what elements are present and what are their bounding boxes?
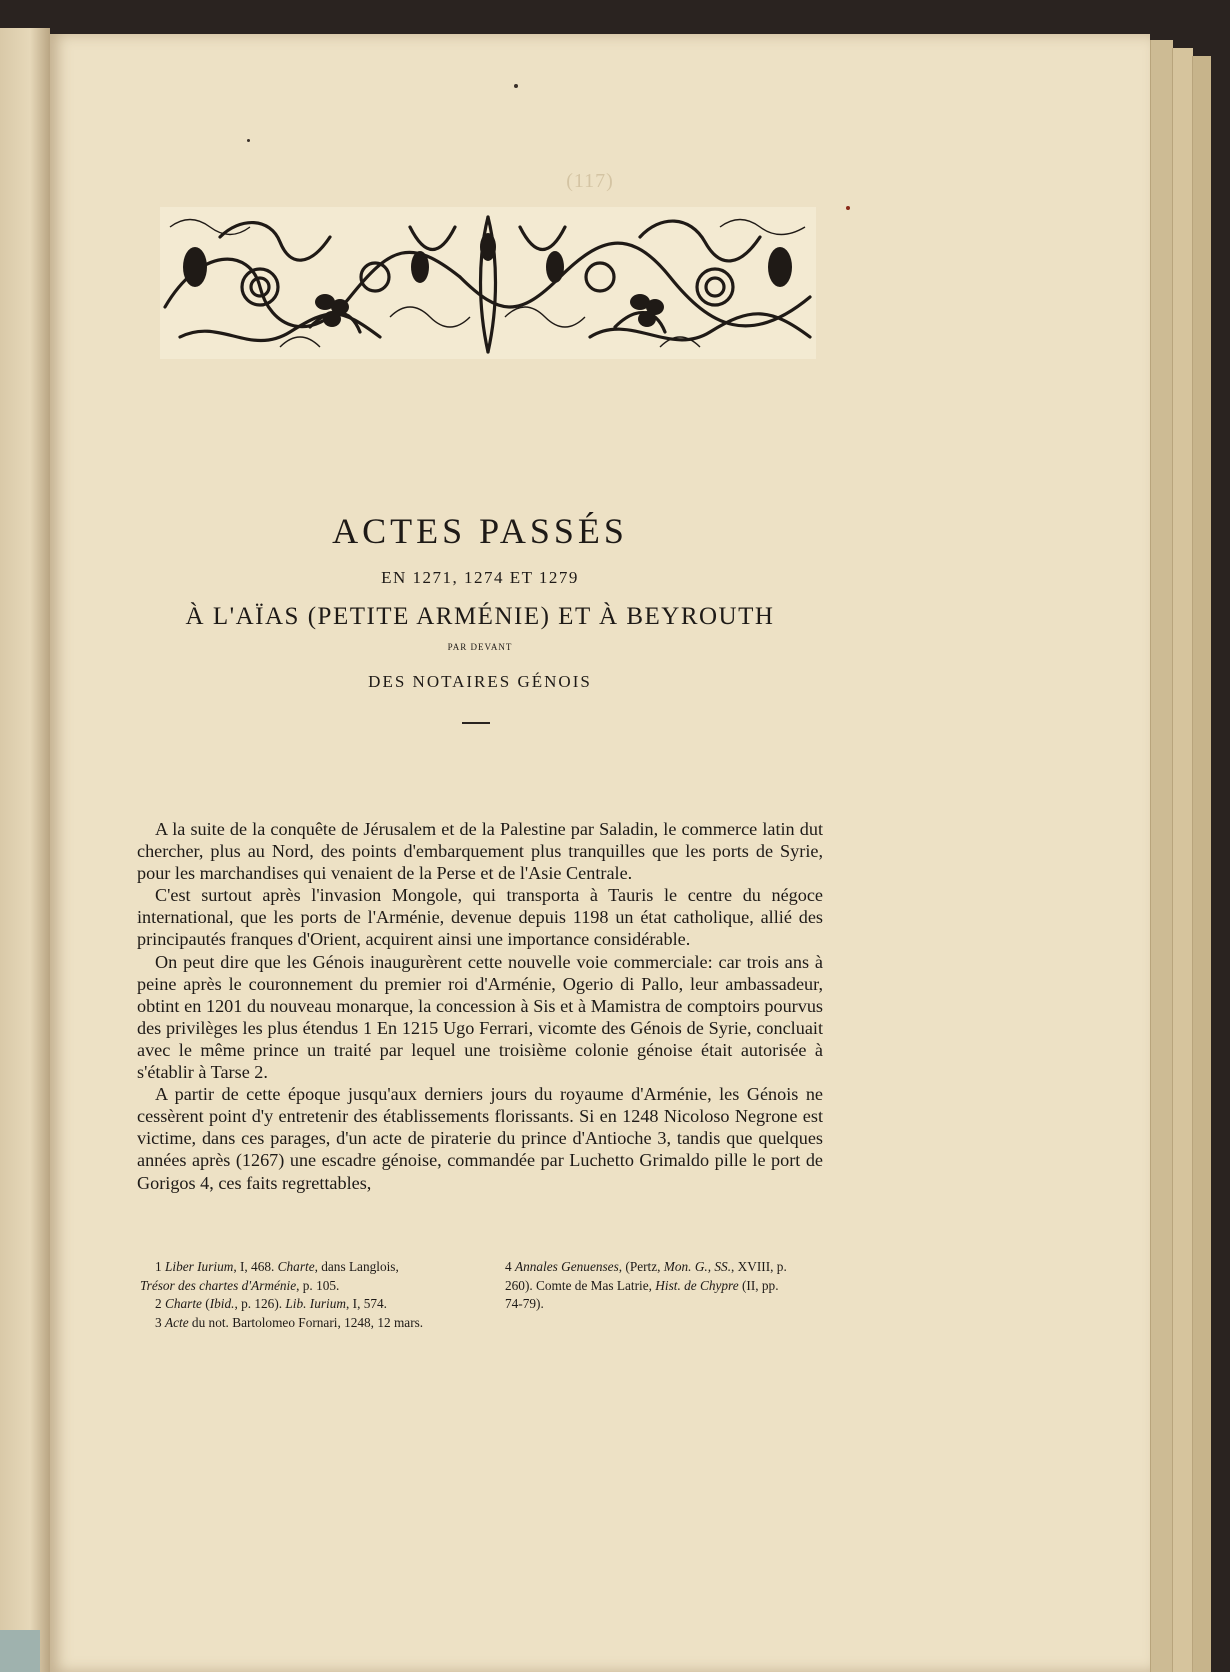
paragraph: C'est surtout après l'invasion Mongole, qui transporta à Tauris le centre du négoce international, que les ports de l'Arménie, devenue depuis 1198 un état catholique, allié des principautés franques d'Orient, acquirent ainsi une importance considérable. bbox=[137, 885, 823, 950]
footnote-text: ( bbox=[201, 1296, 210, 1311]
page-stack-edge bbox=[1192, 56, 1211, 1672]
footnote-text: Ibid. bbox=[209, 1296, 235, 1311]
subtitle-notaires: DES NOTAIRES GÉNOIS bbox=[368, 672, 592, 691]
subtitle-place: À L'AÏAS (PETITE ARMÉNIE) ET À BEYROUTH bbox=[185, 603, 775, 630]
footnote-text: Charte bbox=[277, 1259, 315, 1274]
paragraph: A partir de cette époque jusqu'aux derniers jours du royaume d'Arménie, les Génois ne cessèrent point d'y entretenir des établissements florissants. Si en 1248 Nicoloso Negrone est victime, dans ces parages, d'un acte de piraterie du prince d'Antioche 3, tandis que quelques années après (1267) une escadre génoise, commandée par Luchetto Grimaldo pille le port de Gorigos 4, ces faits regrettables, bbox=[137, 1084, 823, 1193]
subtitle-par-devant: PAR DEVANT bbox=[447, 642, 513, 652]
binding-edge bbox=[0, 1630, 40, 1672]
ink-speck bbox=[514, 84, 518, 88]
page-title: ACTES PASSÉS bbox=[332, 511, 628, 551]
footnote-3 bbox=[140, 1314, 460, 1333]
footnote-text: Trésor des chartes d'Arménie bbox=[140, 1277, 297, 1293]
footnotes-left bbox=[140, 1258, 460, 1332]
footnote-1 bbox=[140, 1258, 460, 1277]
title-rule bbox=[462, 722, 490, 724]
body-text bbox=[137, 818, 823, 1194]
page-stack-edge bbox=[1172, 48, 1193, 1672]
footnote-number: 1 bbox=[155, 1259, 162, 1274]
footnotes-right bbox=[490, 1258, 795, 1314]
footnote-text: du not. Bartolomeo Fornari, 1248, 12 mars. bbox=[188, 1314, 424, 1330]
footnote-text: , XVIII, p. 260). Comte de Mas Latrie, bbox=[505, 1259, 787, 1293]
footnote-text: Mon. G., SS. bbox=[663, 1259, 732, 1274]
decorative-headpiece-ornament bbox=[160, 207, 816, 359]
footnote-text: Lib. Iurium bbox=[285, 1296, 346, 1311]
footnote-4 bbox=[490, 1258, 795, 1314]
paragraph: A la suite de la conquête de Jérusalem et de la Palestine par Saladin, le commerce latin dut chercher, plus au Nord, des points d'embarquement plus tranquilles que les ports de Syrie, pour les marchandises qui venaient de la Perse et de l'Asie Centrale. bbox=[137, 819, 823, 884]
subtitle-dates: EN 1271, 1274 ET 1279 bbox=[381, 568, 579, 587]
show-through-header: (117) bbox=[566, 170, 614, 192]
footnote-text: (II, pp. 74-79). bbox=[505, 1277, 779, 1311]
footnote-text: , p. 105. bbox=[296, 1277, 340, 1293]
facing-page-edge bbox=[0, 28, 50, 1672]
ink-speck bbox=[846, 206, 850, 210]
footnote-1-continued bbox=[140, 1277, 460, 1296]
footnote-text: Charte bbox=[164, 1296, 202, 1311]
footnote-number: 4 bbox=[505, 1259, 512, 1274]
footnote-number: 2 bbox=[155, 1296, 162, 1311]
footnote-text: Annales Genuenses bbox=[514, 1259, 619, 1274]
footnote-text: , I, 468. bbox=[233, 1259, 278, 1274]
footnote-text: Liber Iurium bbox=[164, 1259, 234, 1274]
footnote-text: Acte bbox=[164, 1314, 189, 1330]
footnote-text: Hist. de Chypre bbox=[655, 1277, 739, 1293]
page-stack-edge bbox=[1150, 40, 1173, 1672]
footnote-text: , p. 126). bbox=[234, 1296, 286, 1311]
footnote-text: , I, 574. bbox=[346, 1296, 387, 1311]
footnote-number: 3 bbox=[155, 1314, 162, 1330]
footnote-2 bbox=[140, 1295, 460, 1314]
ink-speck bbox=[247, 139, 250, 142]
paragraph: On peut dire que les Génois inaugurèrent cette nouvelle voie commerciale: car trois ans à peine après le couronnement du premier roi d'Arménie, Ogerio di Pallo, leur ambassadeur, obtint en 1201 du nouveau monarque, la concession à Sis et à Mamistra de comptoirs pourvus des privilèges les plus étendus 1 En 1215 Ugo Ferrari, vicomte des Génois de Syrie, concluait avec le même prince un traité par lequel une troisième colonie génoise était autorisée à s'établir à Tarse 2. bbox=[137, 951, 823, 1083]
footnote-text: , dans Langlois, bbox=[314, 1259, 399, 1274]
footnote-text: , (Pertz, bbox=[618, 1259, 664, 1274]
